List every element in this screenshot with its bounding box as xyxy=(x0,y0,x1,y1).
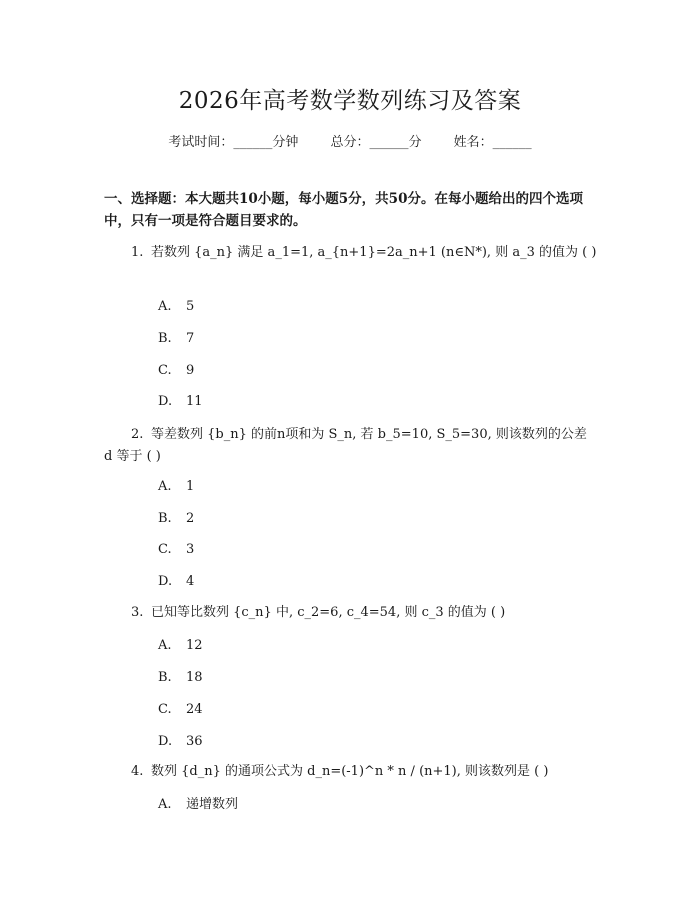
option-3a xyxy=(158,637,203,655)
option-text: 12 xyxy=(186,638,203,653)
option-letter: B. xyxy=(158,331,172,346)
question-text: 若数列 {a_n} 满足 a_1=1, a_{n+1}=2a_n+1 (n∈N*), 则 a_3 的值为 ( ) xyxy=(151,245,597,260)
option-text: 递增数列 xyxy=(186,797,239,812)
question-number: 3. xyxy=(131,605,144,620)
option-2a xyxy=(158,478,194,496)
option-letter: D. xyxy=(158,574,173,589)
option-text: 4 xyxy=(186,574,195,589)
option-letter: C. xyxy=(158,363,172,378)
option-letter: A. xyxy=(158,638,172,653)
option-text: 11 xyxy=(186,394,203,409)
option-letter: D. xyxy=(158,734,173,749)
option-text: 2 xyxy=(186,511,195,526)
question-number: 4. xyxy=(131,764,144,779)
student-name-field: 姓名：______ xyxy=(453,135,532,150)
option-text: 5 xyxy=(186,299,195,314)
option-1d xyxy=(158,393,203,411)
option-2c xyxy=(158,541,194,559)
option-text: 7 xyxy=(186,331,195,346)
option-letter: A. xyxy=(158,479,172,494)
option-3d xyxy=(158,733,203,751)
question-4 xyxy=(104,761,598,783)
option-letter: B. xyxy=(158,670,172,685)
option-1c xyxy=(158,362,194,380)
option-1a xyxy=(158,298,194,316)
section-heading: 一、选择题：本大题共10小题，每小题5分，共50分。在每小题给出的四个选项中，只有一项是符合题目要求的。 xyxy=(104,191,583,229)
option-text: 36 xyxy=(186,734,203,749)
page-title: 2026年高考数学数列练习及答案 xyxy=(178,88,522,114)
option-3b xyxy=(158,669,203,687)
option-letter: A. xyxy=(158,299,172,314)
option-4a xyxy=(158,796,238,814)
exam-info-line xyxy=(0,131,700,150)
question-text: 等差数列 {b_n} 的前n项和为 S_n, 若 b_5=10, S_5=30, 则该数列的公差 d 等于 ( ) xyxy=(104,427,587,464)
option-text: 1 xyxy=(186,479,195,494)
option-letter: A. xyxy=(158,797,172,812)
option-1b xyxy=(158,330,194,348)
option-letter: C. xyxy=(158,702,172,717)
option-2d xyxy=(158,573,194,591)
option-letter: C. xyxy=(158,542,172,557)
option-letter: D. xyxy=(158,394,173,409)
question-text: 数列 {d_n} 的通项公式为 d_n=(-1)^n * n / (n+1), 则该数列是 ( ) xyxy=(151,764,549,779)
question-text: 已知等比数列 {c_n} 中, c_2=6, c_4=54, 则 c_3 的值为 ( ) xyxy=(151,605,506,620)
question-number: 1. xyxy=(131,245,144,260)
option-text: 18 xyxy=(186,670,203,685)
option-text: 9 xyxy=(186,363,195,378)
total-score-field: 总分：______分 xyxy=(330,135,422,150)
question-3 xyxy=(104,602,598,624)
option-text: 24 xyxy=(186,702,203,717)
question-2 xyxy=(104,424,598,468)
option-letter: B. xyxy=(158,511,172,526)
option-text: 3 xyxy=(186,542,195,557)
option-2b xyxy=(158,510,194,528)
question-1 xyxy=(104,242,598,264)
exam-time-field: 考试时间：______分钟 xyxy=(168,135,299,150)
question-number: 2. xyxy=(131,427,144,442)
option-3c xyxy=(158,701,203,719)
